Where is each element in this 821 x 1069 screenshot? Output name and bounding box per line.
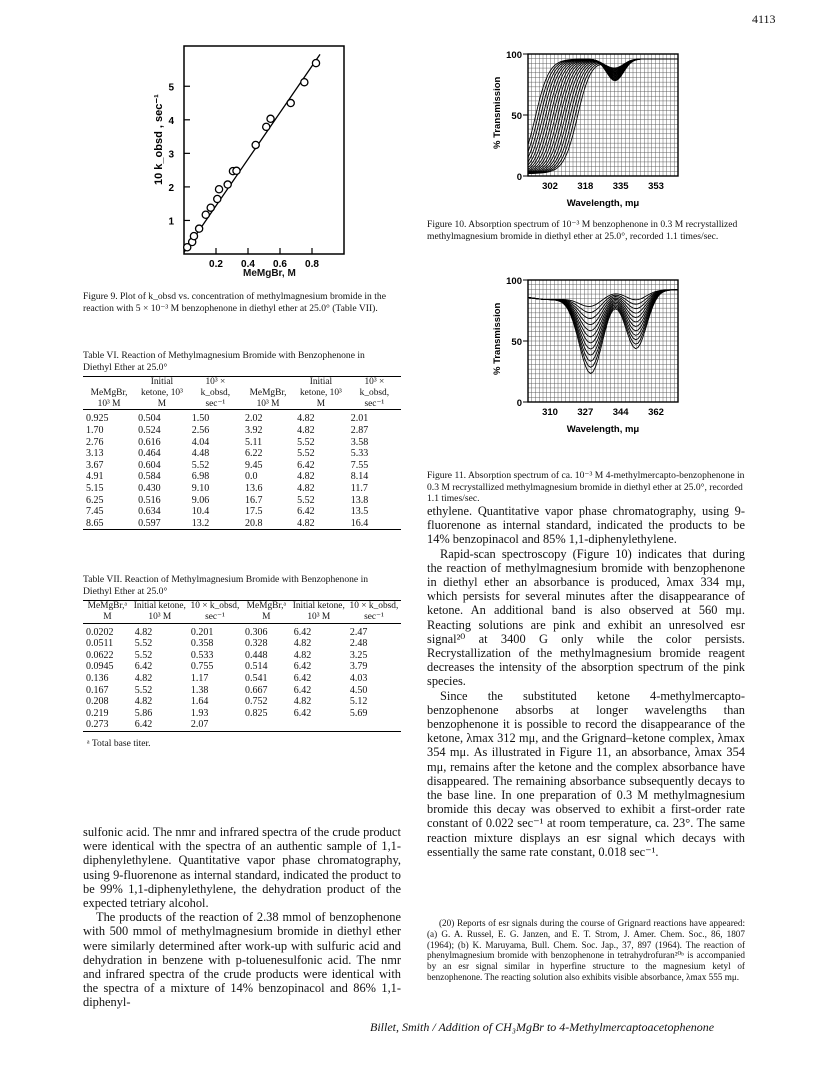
table7-cell: 1.17 xyxy=(190,672,209,684)
table6-cell: 1.50 xyxy=(191,413,210,425)
left-column-text xyxy=(83,825,401,1010)
table7-cell: 0.0622 xyxy=(86,649,114,661)
table6-cell: 6.22 xyxy=(244,448,263,460)
table7-cell: 4.82 xyxy=(134,626,153,638)
table-row xyxy=(83,506,401,518)
table7-cell: 5.86 xyxy=(134,707,153,719)
table-row xyxy=(83,708,401,720)
table6-header-cell: Initial ketone, 10³ M xyxy=(299,377,342,409)
table6-cell: 0.616 xyxy=(138,436,161,448)
fig9-xtick-label: 0.8 xyxy=(305,259,319,270)
table7-cell: 0.825 xyxy=(244,707,268,719)
table7-cell: 1.64 xyxy=(190,696,209,708)
table7-cell: 0.541 xyxy=(244,672,268,684)
table7-cell: 2.48 xyxy=(349,638,368,650)
fig11-xlabel: Wavelength, mμ xyxy=(566,424,640,435)
table6-cell: 2.76 xyxy=(86,436,104,448)
table6-cell: 7.45 xyxy=(86,506,104,518)
left-paragraph-1: sulfonic acid. The nmr and infrared spectra of the crude product were identical with the spectra of an authentic sample of 1,1-diphenylethylene. Quantitative vapor phase chromatography, using 9-fluorenone as internal standard, indicated the product to be 99% 1,1-diphenylethylene, the dehydration product of the expected tetriary alcohol. xyxy=(83,825,401,911)
table7-cell: 6.42 xyxy=(134,719,153,731)
table7-cell: 0.755 xyxy=(190,661,214,673)
fig9-fit-line xyxy=(184,54,320,252)
table-row xyxy=(83,471,401,483)
table6-header-cell: 10³ × k_obsd, sec⁻¹ xyxy=(359,377,390,409)
table7-cell: 5.52 xyxy=(134,684,153,696)
table6-cell: 9.10 xyxy=(191,482,210,494)
fig9-ytick-label: 2 xyxy=(168,182,174,194)
table7-cell: 4.82 xyxy=(134,672,153,684)
fig9-data-point xyxy=(301,79,308,86)
table6-cell: 4.82 xyxy=(297,413,315,425)
table-row xyxy=(83,483,401,495)
table-row xyxy=(83,518,401,530)
fig9-xtick-label: 0.4 xyxy=(241,259,255,270)
left-paragraph-2: The products of the reaction of 2.38 mmol of benzophenone with 500 mmol of methylmagnesium bromide in diethyl ether were similarly determined after work-up with sulfuric acid and dehydration in benzene with p-toluenesulfonic acid. The nmr and infrared spectra of the crude products were identical with the spectra of a mixture of 14% benzopinacol and 86% 1,1-diphenyl- xyxy=(83,910,401,1010)
figure-11 xyxy=(480,272,680,462)
table6-cell: 2.56 xyxy=(191,424,210,436)
table7-cell: 0.358 xyxy=(190,638,214,650)
fig9-data-point xyxy=(224,181,231,188)
figure-10 xyxy=(480,48,680,208)
table7-cell: 0.0511 xyxy=(86,638,114,650)
table7-cell: 0.306 xyxy=(244,626,268,638)
table6-cell: 2.02 xyxy=(244,413,263,425)
table-row xyxy=(83,696,401,708)
fig10-ylabel: % Transmission xyxy=(492,76,503,149)
table6-cell: 6.98 xyxy=(191,471,210,483)
table-row xyxy=(83,437,401,449)
fig9-data-point xyxy=(312,60,319,67)
fig9-data-point xyxy=(263,123,270,130)
table7-cell: 4.82 xyxy=(293,649,312,661)
table-row xyxy=(83,650,401,662)
fig10-ytick-label: 100 xyxy=(506,50,522,61)
table6 xyxy=(83,376,401,530)
fig9-xtick-label: 0.6 xyxy=(273,259,287,270)
table7-header-cell: 10 × k_obsd, sec⁻¹ xyxy=(349,601,399,622)
table7-cell: 3.25 xyxy=(349,649,368,661)
table6-grid xyxy=(83,376,401,530)
table7-cell: 5.69 xyxy=(349,707,368,719)
table7-cell: 2.47 xyxy=(349,626,368,638)
table6-cell: 2.01 xyxy=(350,413,369,425)
table7-header-cell: MeMgBr,ᵃ M xyxy=(87,601,128,622)
table7-cell: 5.52 xyxy=(134,638,153,650)
table6-cell: 6.25 xyxy=(86,494,104,506)
table7-cell: 1.93 xyxy=(190,707,209,719)
fig9-xlabel: MeMgBr, M xyxy=(243,268,296,279)
right-paragraph-1: ethylene. Quantitative vapor phase chromatography, using 9-fluorenone as internal standard, indicated the products to be 14% benzopinacol and 85% 1,1-diphenylethylene. xyxy=(427,504,745,547)
table7-cell xyxy=(347,719,401,731)
table6-cell: 4.82 xyxy=(297,482,315,494)
fig11-xtick-label: 344 xyxy=(612,407,629,418)
fig11-ytick-label: 0 xyxy=(516,398,522,409)
table7-cell: 0.328 xyxy=(244,638,268,650)
table6-cell: 0.925 xyxy=(86,413,109,425)
table6-cell: 0.524 xyxy=(138,424,161,436)
fig9-data-point xyxy=(267,115,274,122)
fig11-caption: Figure 11. Absorption spectrum of ca. 10⁻³ M 4-methylmercapto-benzophenone in 0.3 M recrystallized methylmagnesium bromide in diethyl ether at 25.0°, recorded 1.1 times/sec. xyxy=(427,470,745,505)
table7-cell: 0.208 xyxy=(86,696,109,708)
table7-cell: 6.42 xyxy=(293,661,312,673)
table6-cell: 3.58 xyxy=(350,436,369,448)
table6-cell: 20.8 xyxy=(244,517,263,529)
table7-cell: 0.273 xyxy=(86,719,109,731)
fig10-xtick-label: 353 xyxy=(648,181,664,192)
table6-header-cell: Initial ketone, 10³ M xyxy=(141,377,183,409)
table6-cell: 6.42 xyxy=(297,459,315,471)
fig11-ytick-label: 100 xyxy=(506,276,522,287)
table6-cell: 2.87 xyxy=(350,424,369,436)
fig11-xtick-label: 327 xyxy=(577,407,594,418)
fig9-caption: Figure 9. Plot of k_obsd vs. concentration of methylmagnesium bromide in the reaction with 5 × 10⁻³ M benzophenone in diethyl ether at 25.0° (Table VII). xyxy=(83,291,386,314)
table6-cell: 4.91 xyxy=(86,471,104,483)
fig9-data-point xyxy=(287,99,294,106)
table6-cell: 5.52 xyxy=(297,436,315,448)
table7-cell: 6.42 xyxy=(293,707,312,719)
table6-cell: 13.2 xyxy=(191,517,210,529)
fig9-ytick-label: 1 xyxy=(168,216,174,228)
table6-cell: 0.604 xyxy=(138,459,161,471)
table7-cell: 0.448 xyxy=(244,649,268,661)
table7-cell: 1.38 xyxy=(190,684,209,696)
table7-cell: 5.52 xyxy=(134,649,153,661)
table7-cell: 6.42 xyxy=(293,684,312,696)
table6-cell: 10.4 xyxy=(191,506,210,518)
table7-cell: 4.03 xyxy=(349,672,368,684)
table6-cell: 5.52 xyxy=(191,459,210,471)
fig10-xtick-label: 318 xyxy=(577,181,594,192)
table-row xyxy=(83,685,401,697)
table-row xyxy=(83,495,401,507)
table7-grid xyxy=(83,600,401,732)
table7-header-cell: Initial ketone, 10³ M xyxy=(292,601,345,622)
running-footer: Billet, Smith / Addition of CH₃MgBr to 4-Methylmercaptoacetophenone xyxy=(370,1020,715,1034)
figure-9 xyxy=(126,40,366,280)
table6-cell: 3.13 xyxy=(86,448,104,460)
table-row xyxy=(83,425,401,437)
right-column-text xyxy=(427,504,745,859)
fig10-caption: Figure 10. Absorption spectrum of 10⁻³ M benzophenone in 0.3 M recrystallized methylmagnesium bromide in diethyl ether at 25.0°, recorded 1.1 times/sec. xyxy=(427,219,738,242)
table7-cell: 0.136 xyxy=(86,672,109,684)
table7-cell: 4.82 xyxy=(293,638,312,650)
fig9-ytick-label: 4 xyxy=(168,115,174,127)
table6-cell: 4.82 xyxy=(297,424,315,436)
table6-cell: 7.55 xyxy=(350,459,369,471)
table6-cell: 3.67 xyxy=(86,459,104,471)
table6-cell: 9.06 xyxy=(191,494,210,506)
table7-title: Table VII. Reaction of Methylmagnesium Bromide with Benzophenone in Diethyl Ether at 25.0° xyxy=(83,574,369,597)
fig9-data-point xyxy=(202,211,209,218)
fig11-xtick-label: 362 xyxy=(648,407,664,418)
table6-cell: 16.7 xyxy=(244,494,263,506)
fig10-xlabel: Wavelength, mμ xyxy=(566,198,640,208)
fig10-plot xyxy=(480,48,680,208)
fig9-ylabel: 10 k_obsd , sec⁻¹ xyxy=(153,94,165,185)
table6-cell: 6.42 xyxy=(297,506,315,518)
table6-header-cell: MeMgBr, 10³ M xyxy=(249,387,287,409)
table7-cell: 6.42 xyxy=(293,672,312,684)
footnote-20: (20) Reports of esr signals during the course of Grignard reactions have appeared: (a) G. A. Russel, E. G. Janzen, and E. T. Strom, J. Amer. Chem. Soc., 86, 1807 (1964); (b) K. Maruyama, Bull. Chem. Soc. Jap., 37, 897 (1964). The reaction of phenylmagnesium bromide with benzophenone in tetrahydrofuran²⁰ᵇ is accompanied by an esr signal similar in hyperfine structure to the magnesium ketyl of benzophenone. The reacting solution also exhibits visible absorbance, λmax 555 mμ. xyxy=(427,918,745,982)
table7-cell: 2.07 xyxy=(190,719,209,731)
table7-cell: 3.79 xyxy=(349,661,368,673)
table7-cell: 0.0202 xyxy=(86,626,114,638)
table6-cell: 13.6 xyxy=(244,482,263,494)
fig11-ylabel: % Transmission xyxy=(492,302,503,375)
table6-cell: 0.634 xyxy=(138,506,161,518)
table6-cell: 0.597 xyxy=(138,517,161,529)
table6-cell: 4.82 xyxy=(297,471,315,483)
table6-cell: 8.65 xyxy=(86,517,104,529)
table6-cell: 9.45 xyxy=(244,459,263,471)
table7-footnote: ᵃ Total base titer. xyxy=(87,737,151,749)
table7-header-cell: Initial ketone, 10³ M xyxy=(133,601,186,622)
table7-cell: 0.0945 xyxy=(86,661,114,673)
table6-cell: 0.0 xyxy=(244,471,258,483)
fig11-plot xyxy=(480,272,680,462)
table7-cell: 4.82 xyxy=(134,696,153,708)
table7-cell xyxy=(242,719,291,731)
table7-header-cell: MeMgBr,ᵃ M xyxy=(246,601,287,622)
fig9-data-point xyxy=(190,233,197,240)
table6-cell: 0.464 xyxy=(138,448,161,460)
table7-cell: 0.167 xyxy=(86,684,109,696)
table7-cell xyxy=(291,719,347,731)
fig10-xtick-label: 335 xyxy=(612,181,629,192)
table6-cell: 16.4 xyxy=(350,517,369,529)
fig11-xtick-label: 310 xyxy=(542,407,558,418)
fig9-data-point xyxy=(214,195,221,202)
table7-cell: 0.514 xyxy=(244,661,268,673)
page-number: 4113 xyxy=(752,12,776,26)
table6-cell: 3.92 xyxy=(244,424,263,436)
table-row xyxy=(83,661,401,673)
fig9-ytick-label: 3 xyxy=(168,149,174,161)
table-row xyxy=(83,719,401,731)
fig9-frame xyxy=(184,46,344,254)
fig9-data-point xyxy=(196,225,203,232)
table6-cell: 4.82 xyxy=(297,517,315,529)
table6-cell: 0.584 xyxy=(138,471,161,483)
table-row xyxy=(83,410,401,425)
table6-cell: 4.48 xyxy=(191,448,210,460)
table7-cell: 4.82 xyxy=(293,696,312,708)
table6-cell: 5.11 xyxy=(244,436,263,448)
fig9-data-point xyxy=(215,186,222,193)
table6-cell: 13.5 xyxy=(350,506,369,518)
table-row xyxy=(83,448,401,460)
table7-cell: 0.533 xyxy=(190,649,214,661)
table7-cell: 6.42 xyxy=(293,626,312,638)
table6-header-cell: MeMgBr, 10³ M xyxy=(90,387,128,409)
table7-cell: 0.219 xyxy=(86,707,109,719)
table6-cell: 0.430 xyxy=(138,482,161,494)
table6-header-cell: 10³ × k_obsd, sec⁻¹ xyxy=(200,377,231,409)
table6-cell: 0.516 xyxy=(138,494,161,506)
fig9-plot xyxy=(126,40,366,280)
table6-title: Table VI. Reaction of Methylmagnesium Bromide with Benzophenone in Diethyl Ether at 25.0° xyxy=(83,350,365,373)
table7-cell: 0.201 xyxy=(190,626,214,638)
table6-cell: 13.8 xyxy=(350,494,369,506)
right-paragraph-3: Since the substituted ketone 4-methylmercapto-benzophenone absorbs at longer wavelengths than benzophenone it is possible to record the disappearance of the ketone, λmax 312 mμ, and the Grignard–ketone complex, λmax 354 mμ. As illustrated in Figure 11, an absorbance, λmax 354 mμ, remains after the ketone and the complex absorbance have disappeared. The remaining absorbance subsequently decays to the base line. In one preparation of 0.3 M methylmagnesium bromide this decay was observed to exhibit a first-order rate constant of 0.022 sec⁻¹ at room temperature, ca. 23°. The same reaction mixture displays an esr signal which decays with essentially the same rate constant, 0.018 sec⁻¹. xyxy=(427,688,745,859)
table6-cell: 1.70 xyxy=(86,424,104,436)
table6-cell: 5.52 xyxy=(297,448,315,460)
fig9-ytick-label: 5 xyxy=(168,82,174,94)
table7-cell: 6.42 xyxy=(134,661,153,673)
fig9-xtick-label: 0.2 xyxy=(209,259,223,270)
table7-cell: 0.667 xyxy=(244,684,268,696)
table-row xyxy=(83,673,401,685)
table7 xyxy=(83,600,401,749)
fig10-ytick-label: 50 xyxy=(511,111,522,122)
table6-cell: 4.04 xyxy=(191,436,210,448)
table7-cell: 0.752 xyxy=(244,696,268,708)
table6-cell: 11.7 xyxy=(350,482,368,494)
table7-cell: 4.50 xyxy=(349,684,368,696)
fig11-ytick-label: 50 xyxy=(511,337,522,348)
fig9-data-point xyxy=(233,167,240,174)
table7-header-cell: 10 × k_obsd, sec⁻¹ xyxy=(190,601,240,622)
table-row xyxy=(83,623,401,638)
fig9-data-point xyxy=(252,141,259,148)
table6-cell: 0.504 xyxy=(138,413,161,425)
table-row xyxy=(83,460,401,472)
fig10-xtick-label: 302 xyxy=(542,181,558,192)
table6-cell: 5.33 xyxy=(350,448,369,460)
fig10-ytick-label: 0 xyxy=(516,172,522,183)
fig9-data-point xyxy=(207,204,214,211)
table6-cell: 5.52 xyxy=(297,494,315,506)
table7-cell: 5.12 xyxy=(349,696,368,708)
table6-cell: 17.5 xyxy=(244,506,263,518)
right-paragraph-2: Rapid-scan spectroscopy (Figure 10) indicates that during the reaction of methylmagnesium bromide with benzophenone in diethyl ether an absorbance is produced, λmax 334 mμ, which persists for several minutes after the disappearance of ketone. An additional band is also observed at 560 mμ. Reacting solutions are pink and exhibit an unresolved esr signal²⁰ at 3400 G only while the color persists. Recrystallization of the methylmagnesium bromide reagent decreases the intensity of the absorption spectrum of the pink species. xyxy=(427,546,745,689)
table-row xyxy=(83,638,401,650)
table6-cell: 8.14 xyxy=(350,471,369,483)
table6-cell: 5.15 xyxy=(86,482,104,494)
